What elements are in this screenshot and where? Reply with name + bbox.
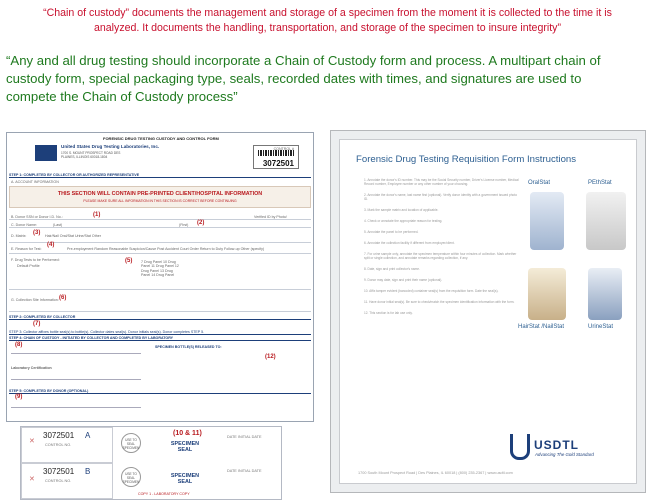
marker-9: (9) bbox=[15, 394, 23, 400]
urinestat-label: UrineStat bbox=[588, 324, 614, 330]
guidance-line-1: “Any and all drug testing should incorporate a Chain of Custody form and process. A multipart chain of bbox=[6, 53, 601, 68]
oralstat-kit-image bbox=[530, 192, 564, 250]
matrix-options: Hair/Nail Oral/Stat Urine/Stat Other bbox=[45, 234, 101, 238]
seal-b-suffix: B bbox=[85, 467, 91, 476]
matrix-label: D. Matrix: bbox=[11, 234, 27, 238]
marker-2: (2) bbox=[197, 220, 205, 226]
step-1-header: STEP 1: COMPLETED BY COLLECTOR OR AUTHORIZED REPRESENTATIVE bbox=[9, 173, 311, 178]
seal-b-cutmark: ✕ bbox=[29, 476, 35, 483]
reason-label: E. Reason for Test: bbox=[11, 247, 42, 251]
seal-circle-bottom: USE TO SEAL SPECIMEN bbox=[121, 467, 141, 487]
seal-date-bottom: DATE INITIAL DATE bbox=[227, 469, 262, 473]
collector-signature-line bbox=[11, 353, 141, 354]
step-4-header: STEP 4: CHAIN OF CUSTODY - INITIATED BY COLLECTOR AND COMPLETED BY LABORATORY bbox=[9, 336, 311, 341]
lab-name: United States Drug Testing Laboratories, Inc. bbox=[61, 144, 160, 149]
drug-panel-list: 7 Drug Panel 10 Drug Panel 11 Drug Panel 12 Drug Panel 13 Drug Panel 14 Drug Panel bbox=[141, 260, 179, 278]
guidance-line-3: compete the Chain of Custody process” bbox=[6, 89, 238, 104]
seal-a-cutmark: ✕ bbox=[29, 438, 35, 445]
marker-5: (5) bbox=[125, 258, 133, 264]
preprinted-line-1: THIS SECTION WILL CONTAIN PRE-PRINTED CLIENT/HOSPITAL INFORMATION bbox=[57, 191, 263, 197]
preprinted-section bbox=[9, 186, 311, 208]
step-5-header: STEP 5: COMPLETED BY DONOR (OPTIONAL) bbox=[9, 389, 311, 394]
marker-4: (4) bbox=[47, 242, 55, 248]
instruction-step: 8. Date, sign and print collector's name. bbox=[364, 267, 420, 271]
marker-3: (3) bbox=[33, 230, 41, 236]
collection-site-label: G. Collection Site Information: bbox=[11, 298, 59, 302]
step-2-header: STEP 2: COMPLETED BY COLLECTOR bbox=[9, 315, 311, 320]
instruction-step: 10. Affix tamper evident (barcoded) container seal(s) from the requisition form. Date the seal(s). bbox=[364, 289, 499, 293]
instructions-frame bbox=[330, 130, 646, 493]
marker-12: (12) bbox=[265, 354, 276, 360]
seal-circle-top: USE TO SEAL SPECIMEN bbox=[121, 433, 141, 453]
control-number-box bbox=[253, 145, 299, 169]
copy-footer: COPY 1 - LABORATORY COPY bbox=[138, 492, 190, 496]
instruction-step: 5. Annotate the panel to be performed. bbox=[364, 230, 419, 234]
preprinted-line-2: PLEASE MAKE SURE ALL INFORMATION IN THIS SECTION IS CORRECT BEFORE CONTINUING bbox=[83, 199, 237, 203]
instructions-title: Forensic Drug Testing Requisition Form Instructions bbox=[356, 154, 577, 165]
lab-address: 1700 S. MOUNT PROSPECT ROAD DES PLAINES, ILLINOIS 60018-1804 bbox=[61, 151, 121, 160]
lab-signature-line bbox=[11, 379, 141, 380]
guidance-line-2: custody form, special packaging type, seals, recorded dates with times, and signatures are used to bbox=[6, 71, 582, 86]
instruction-step: 7. For urine sample only, annotate the specimen temperature within four minutes of collection. Mark whether split or single collection, and annotate remarks regarding collection, if any. bbox=[364, 252, 517, 260]
instruction-step: 11. Have donor initial seal(s). Be sure to check/match the specimen identification information with the form. bbox=[364, 300, 515, 304]
instruction-step: 1. Annotate the donor's ID number. This may be the Social Security number, Driver's License number, Medical Record number, Employee number or any other number of your choosing. bbox=[364, 178, 519, 186]
marker-7: (7) bbox=[33, 321, 41, 327]
instruction-step: 2. Annotate the donor's name, last name first (optional). Verify donor identity with a government issued photo ID. bbox=[364, 193, 517, 201]
seal-b-control-label: CONTROL NO. bbox=[45, 479, 72, 483]
first-name-label: (First) bbox=[179, 223, 189, 227]
seal-date-top: DATE INITIAL DATE bbox=[227, 435, 262, 439]
testing-guidance-quote bbox=[6, 52, 628, 106]
seal-a-number: 3072501 bbox=[43, 431, 75, 440]
control-number: 3072501 bbox=[262, 158, 294, 168]
seal-label-top: SPECIMEN SEAL bbox=[170, 441, 200, 453]
marker-8: (8) bbox=[15, 342, 23, 348]
drug-tests-label: F. Drug Tests to be Performed: bbox=[11, 258, 60, 262]
default-profile-label: Default Profile bbox=[17, 264, 40, 268]
control-label: CONTROL # bbox=[273, 147, 294, 151]
instruction-step: 12. This section is for lab use only. bbox=[364, 311, 413, 315]
urinestat-kit-image bbox=[588, 268, 622, 320]
account-information: A. ACCOUNT INFORMATION bbox=[11, 180, 59, 184]
matrix-row bbox=[9, 231, 311, 243]
instruction-step: 3. Mark the sample matrix and location of applicable. bbox=[364, 208, 439, 212]
last-name-label: (Last) bbox=[53, 223, 63, 227]
instruction-step: 6. Annotate the collection facility if different from employer/client. bbox=[364, 241, 455, 245]
instructions-steps bbox=[364, 178, 520, 322]
reason-options: Pre-employment Random Reasonable Suspicion/Cause Post Accident Court Order Return to Duty Follow-up Other (specify) bbox=[67, 247, 265, 251]
instruction-step: 4. Check or annotate the appropriate reason for testing. bbox=[364, 219, 443, 223]
pethstat-label: PEthStat bbox=[588, 180, 612, 186]
collection-site-row bbox=[9, 292, 311, 312]
usdtl-logo-text: USDTL bbox=[534, 438, 579, 452]
chain-of-custody-definition bbox=[20, 6, 635, 36]
specimen-seal-strip bbox=[20, 426, 282, 500]
usdtl-tagline: Advancing The Gold Standard bbox=[535, 452, 594, 457]
marker-1: (1) bbox=[93, 212, 101, 218]
verified-id-label: Verified ID by Photo/ bbox=[254, 215, 287, 219]
donor-ssn-row bbox=[9, 213, 311, 220]
seal-a-suffix: A bbox=[85, 431, 91, 440]
instruction-step: 9. Donor may date, sign and print their name (optional). bbox=[364, 278, 443, 282]
marker-6: (6) bbox=[59, 295, 67, 301]
donor-signature-line bbox=[11, 407, 141, 408]
seal-b-number: 3072501 bbox=[43, 467, 75, 476]
donor-ssn-label: B. Donor SSN or Donor I.D. No.: bbox=[11, 215, 63, 219]
instructions-sheet bbox=[339, 139, 637, 484]
lab-logo bbox=[35, 145, 57, 161]
definition-line-2: analyzed. It documents the handling, transportation, and storage of the specimen to insure integrity” bbox=[94, 22, 561, 34]
drug-tests-row bbox=[9, 256, 311, 290]
oralstat-label: OralStat bbox=[528, 180, 551, 186]
donor-name-row bbox=[9, 221, 311, 228]
specimen-released-label: SPECIMEN BOTTLE(S) RELEASED TO: bbox=[155, 345, 222, 349]
seal-a-control-label: CONTROL NO. bbox=[45, 443, 72, 447]
hairstat-kit-image bbox=[528, 268, 566, 320]
definition-line-1: “Chain of custody” documents the management and storage of a specimen from the moment it is collected to the time it is bbox=[43, 7, 612, 19]
step-3-header: STEP 3: Collector affixes bottle seal(s) to bottle(s). Collector dates seal(s). Donor initials seal(s). Donor completes STEP 5. bbox=[9, 330, 311, 335]
hairstat-label: HairStat /NailStat bbox=[518, 324, 565, 330]
custody-control-form bbox=[6, 132, 314, 422]
donor-name-label: C. Donor Name: bbox=[11, 223, 37, 227]
form-title: FORENSIC DRUG TESTING CUSTODY AND CONTROL FORM bbox=[103, 136, 219, 141]
pethstat-kit-image bbox=[586, 192, 626, 250]
lab-certification-label: Laboratory Certification bbox=[11, 366, 52, 370]
instructions-footer: 1700 South Mount Prospect Road | Des Plaines, IL 60018 | (800) 235-2367 | www.usdtl.com bbox=[358, 471, 513, 475]
seal-label-bottom: SPECIMEN SEAL bbox=[170, 473, 200, 485]
usdtl-logo-icon bbox=[510, 434, 530, 460]
marker-10-11: (10 & 11) bbox=[173, 430, 202, 437]
